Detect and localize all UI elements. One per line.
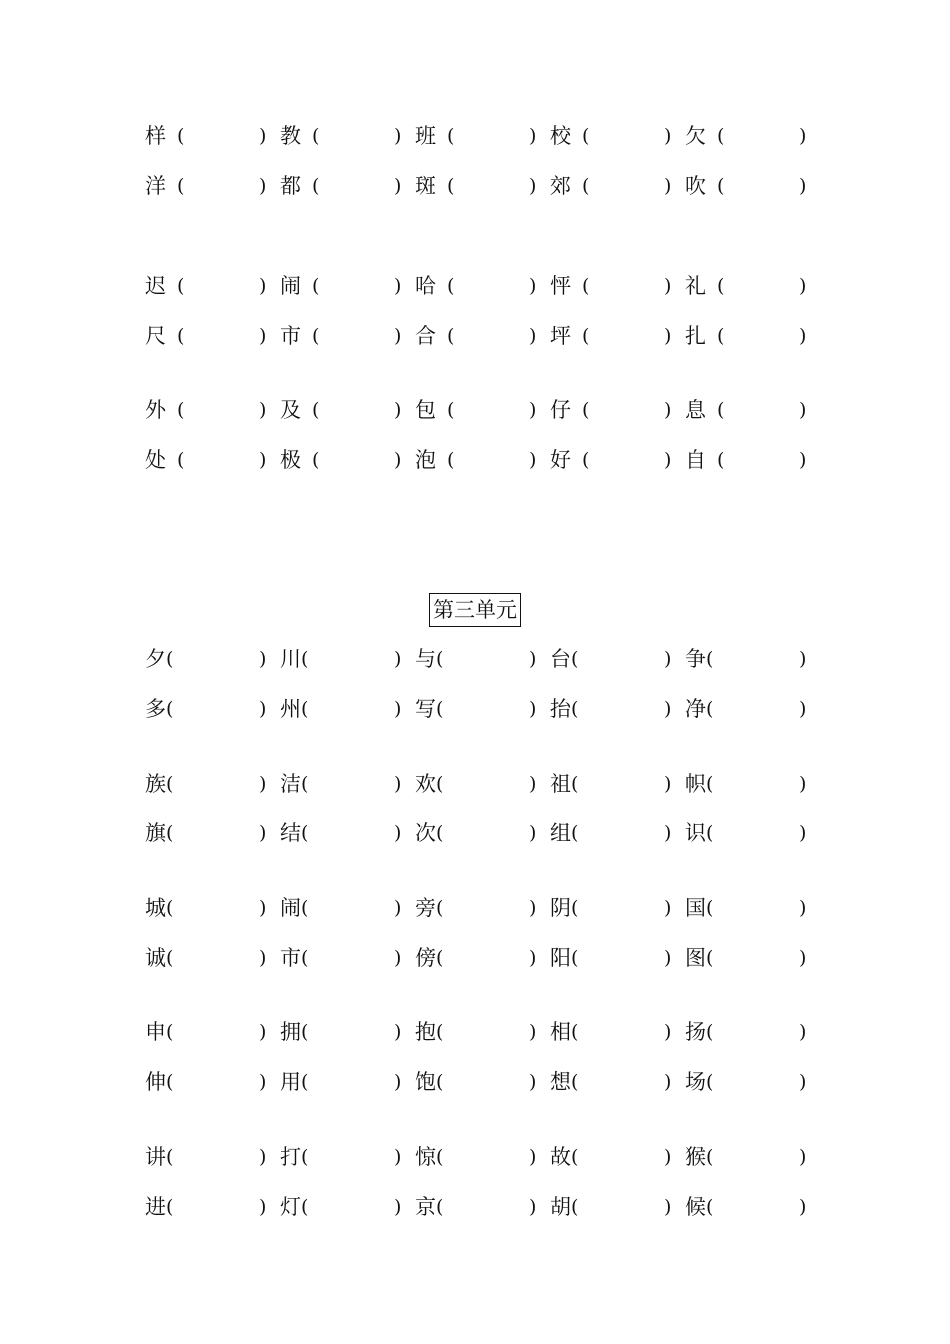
open-bracket: ( [166,698,174,720]
close-bracket: ) [799,449,807,471]
open-bracket: ( [717,275,725,297]
close-bracket: ) [529,897,537,919]
close-bracket: ) [529,1196,537,1218]
close-bracket: ) [394,399,402,421]
character: 教 [280,124,301,148]
close-bracket: ) [799,325,807,347]
open-bracket: ( [571,1071,579,1093]
character: 旗 [145,821,166,845]
open-bracket: ( [177,125,185,147]
close-bracket: ) [664,1071,672,1093]
character: 欢 [415,772,436,796]
close-bracket: ) [799,698,807,720]
character: 息 [685,398,706,422]
close-bracket: ) [799,399,807,421]
character: 阴 [550,896,571,920]
open-bracket: ( [177,175,185,197]
character: 处 [145,448,166,472]
open-bracket: ( [166,897,174,919]
character: 城 [145,896,166,920]
close-bracket: ) [259,1021,267,1043]
open-bracket: ( [717,399,725,421]
close-bracket: ) [529,1071,537,1093]
open-bracket: ( [301,897,309,919]
character: 写 [415,697,436,721]
open-bracket: ( [571,773,579,795]
word-row [0,769,950,799]
open-bracket: ( [571,947,579,969]
character: 国 [685,896,706,920]
close-bracket: ) [529,947,537,969]
close-bracket: ) [394,1021,402,1043]
character: 伸 [145,1070,166,1094]
character: 故 [550,1145,571,1169]
close-bracket: ) [664,1196,672,1218]
close-bracket: ) [664,648,672,670]
open-bracket: ( [301,1196,309,1218]
open-bracket: ( [436,773,444,795]
character: 市 [280,946,301,970]
character: 外 [145,398,166,422]
character: 尺 [145,324,166,348]
character: 组 [550,821,571,845]
close-bracket: ) [259,1196,267,1218]
character: 胡 [550,1195,571,1219]
close-bracket: ) [664,125,672,147]
close-bracket: ) [799,1196,807,1218]
character: 好 [550,448,571,472]
open-bracket: ( [706,648,714,670]
character: 合 [415,324,436,348]
close-bracket: ) [259,822,267,844]
character: 猴 [685,1145,706,1169]
close-bracket: ) [394,1146,402,1168]
open-bracket: ( [177,449,185,471]
close-bracket: ) [664,698,672,720]
character: 帜 [685,772,706,796]
open-bracket: ( [706,1146,714,1168]
close-bracket: ) [799,648,807,670]
open-bracket: ( [166,1146,174,1168]
close-bracket: ) [799,175,807,197]
open-bracket: ( [177,325,185,347]
character: 次 [415,821,436,845]
close-bracket: ) [799,275,807,297]
open-bracket: ( [436,698,444,720]
close-bracket: ) [529,773,537,795]
character: 争 [685,647,706,671]
character: 及 [280,398,301,422]
close-bracket: ) [259,275,267,297]
word-row [0,171,950,201]
character: 申 [145,1020,166,1044]
character: 洁 [280,772,301,796]
open-bracket: ( [571,897,579,919]
open-bracket: ( [312,125,320,147]
character: 结 [280,821,301,845]
open-bracket: ( [301,1021,309,1043]
word-row [0,1067,950,1097]
character: 灯 [280,1195,301,1219]
word-row [0,121,950,151]
character: 样 [145,124,166,148]
open-bracket: ( [706,698,714,720]
open-bracket: ( [717,125,725,147]
close-bracket: ) [799,1146,807,1168]
character: 相 [550,1020,571,1044]
close-bracket: ) [394,648,402,670]
character: 礼 [685,274,706,298]
close-bracket: ) [394,822,402,844]
open-bracket: ( [301,698,309,720]
close-bracket: ) [259,897,267,919]
open-bracket: ( [166,648,174,670]
close-bracket: ) [259,1146,267,1168]
close-bracket: ) [799,1021,807,1043]
character: 川 [280,647,301,671]
character: 郊 [550,174,571,198]
open-bracket: ( [706,773,714,795]
character: 用 [280,1070,301,1094]
close-bracket: ) [259,773,267,795]
close-bracket: ) [259,1071,267,1093]
character: 泡 [415,448,436,472]
word-row [0,1192,950,1222]
open-bracket: ( [571,822,579,844]
word-row [0,818,950,848]
open-bracket: ( [717,449,725,471]
open-bracket: ( [312,399,320,421]
open-bracket: ( [436,1196,444,1218]
open-bracket: ( [436,1146,444,1168]
open-bracket: ( [312,449,320,471]
character: 扬 [685,1020,706,1044]
open-bracket: ( [436,1071,444,1093]
close-bracket: ) [664,275,672,297]
open-bracket: ( [706,897,714,919]
close-bracket: ) [394,698,402,720]
character: 夕 [145,647,166,671]
character: 场 [685,1070,706,1094]
character: 祖 [550,772,571,796]
character: 欠 [685,124,706,148]
word-row [0,1142,950,1172]
open-bracket: ( [582,275,590,297]
open-bracket: ( [706,1021,714,1043]
open-bracket: ( [571,1196,579,1218]
close-bracket: ) [529,275,537,297]
character: 候 [685,1195,706,1219]
open-bracket: ( [571,648,579,670]
open-bracket: ( [706,1071,714,1093]
open-bracket: ( [436,897,444,919]
close-bracket: ) [394,947,402,969]
close-bracket: ) [394,1071,402,1093]
character: 族 [145,772,166,796]
open-bracket: ( [166,947,174,969]
close-bracket: ) [259,325,267,347]
close-bracket: ) [259,698,267,720]
close-bracket: ) [529,175,537,197]
close-bracket: ) [529,125,537,147]
close-bracket: ) [529,1021,537,1043]
open-bracket: ( [177,399,185,421]
close-bracket: ) [394,773,402,795]
close-bracket: ) [259,947,267,969]
open-bracket: ( [582,449,590,471]
close-bracket: ) [529,648,537,670]
character: 京 [415,1195,436,1219]
character: 饱 [415,1070,436,1094]
character: 识 [685,821,706,845]
close-bracket: ) [259,648,267,670]
character: 抱 [415,1020,436,1044]
character: 闹 [280,274,301,298]
close-bracket: ) [259,449,267,471]
open-bracket: ( [582,125,590,147]
close-bracket: ) [529,449,537,471]
open-bracket: ( [447,399,455,421]
character: 旁 [415,896,436,920]
open-bracket: ( [582,175,590,197]
open-bracket: ( [166,1071,174,1093]
close-bracket: ) [394,449,402,471]
close-bracket: ) [799,947,807,969]
close-bracket: ) [394,275,402,297]
open-bracket: ( [571,698,579,720]
character: 想 [550,1070,571,1094]
word-row [0,1017,950,1047]
open-bracket: ( [436,822,444,844]
word-row [0,893,950,923]
close-bracket: ) [664,822,672,844]
character: 包 [415,398,436,422]
unit-title: 第三单元 [429,593,521,627]
open-bracket: ( [717,325,725,347]
open-bracket: ( [301,773,309,795]
character: 迟 [145,274,166,298]
open-bracket: ( [436,947,444,969]
character: 斑 [415,174,436,198]
open-bracket: ( [706,1196,714,1218]
close-bracket: ) [799,773,807,795]
open-bracket: ( [582,325,590,347]
open-bracket: ( [301,947,309,969]
close-bracket: ) [394,897,402,919]
open-bracket: ( [571,1146,579,1168]
close-bracket: ) [529,698,537,720]
close-bracket: ) [259,175,267,197]
character: 扎 [685,324,706,348]
open-bracket: ( [447,325,455,347]
close-bracket: ) [799,125,807,147]
close-bracket: ) [799,1071,807,1093]
close-bracket: ) [664,449,672,471]
word-row [0,271,950,301]
close-bracket: ) [259,125,267,147]
close-bracket: ) [529,1146,537,1168]
close-bracket: ) [259,399,267,421]
character: 哈 [415,274,436,298]
close-bracket: ) [664,325,672,347]
close-bracket: ) [394,125,402,147]
open-bracket: ( [312,325,320,347]
character: 州 [280,697,301,721]
character: 净 [685,697,706,721]
close-bracket: ) [664,399,672,421]
character: 都 [280,174,301,198]
character: 进 [145,1195,166,1219]
open-bracket: ( [436,648,444,670]
open-bracket: ( [706,822,714,844]
open-bracket: ( [166,1021,174,1043]
open-bracket: ( [582,399,590,421]
word-row [0,694,950,724]
character: 拥 [280,1020,301,1044]
close-bracket: ) [394,175,402,197]
close-bracket: ) [664,947,672,969]
open-bracket: ( [706,947,714,969]
close-bracket: ) [394,1196,402,1218]
word-row [0,321,950,351]
open-bracket: ( [177,275,185,297]
word-row [0,644,950,674]
open-bracket: ( [717,175,725,197]
character: 市 [280,324,301,348]
close-bracket: ) [664,1021,672,1043]
close-bracket: ) [529,325,537,347]
character: 校 [550,124,571,148]
close-bracket: ) [394,325,402,347]
character: 怦 [550,274,571,298]
open-bracket: ( [166,822,174,844]
open-bracket: ( [301,1146,309,1168]
character: 台 [550,647,571,671]
character: 讲 [145,1145,166,1169]
character: 极 [280,448,301,472]
character: 闹 [280,896,301,920]
open-bracket: ( [447,275,455,297]
word-row [0,445,950,475]
character: 惊 [415,1145,436,1169]
open-bracket: ( [301,1071,309,1093]
open-bracket: ( [436,1021,444,1043]
word-row [0,943,950,973]
close-bracket: ) [799,822,807,844]
character: 班 [415,124,436,148]
close-bracket: ) [664,175,672,197]
character: 诚 [145,946,166,970]
close-bracket: ) [664,1146,672,1168]
character: 仔 [550,398,571,422]
character: 傍 [415,946,436,970]
open-bracket: ( [301,822,309,844]
character: 多 [145,697,166,721]
open-bracket: ( [571,1021,579,1043]
open-bracket: ( [312,275,320,297]
open-bracket: ( [312,175,320,197]
open-bracket: ( [447,449,455,471]
character: 图 [685,946,706,970]
close-bracket: ) [799,897,807,919]
open-bracket: ( [301,648,309,670]
character: 洋 [145,174,166,198]
character: 抬 [550,697,571,721]
close-bracket: ) [664,897,672,919]
open-bracket: ( [166,773,174,795]
character: 打 [280,1145,301,1169]
character: 吹 [685,174,706,198]
character: 与 [415,647,436,671]
open-bracket: ( [166,1196,174,1218]
close-bracket: ) [664,773,672,795]
character: 阳 [550,946,571,970]
open-bracket: ( [447,175,455,197]
close-bracket: ) [529,822,537,844]
open-bracket: ( [447,125,455,147]
character: 自 [685,448,706,472]
word-row [0,395,950,425]
close-bracket: ) [529,399,537,421]
character: 坪 [550,324,571,348]
